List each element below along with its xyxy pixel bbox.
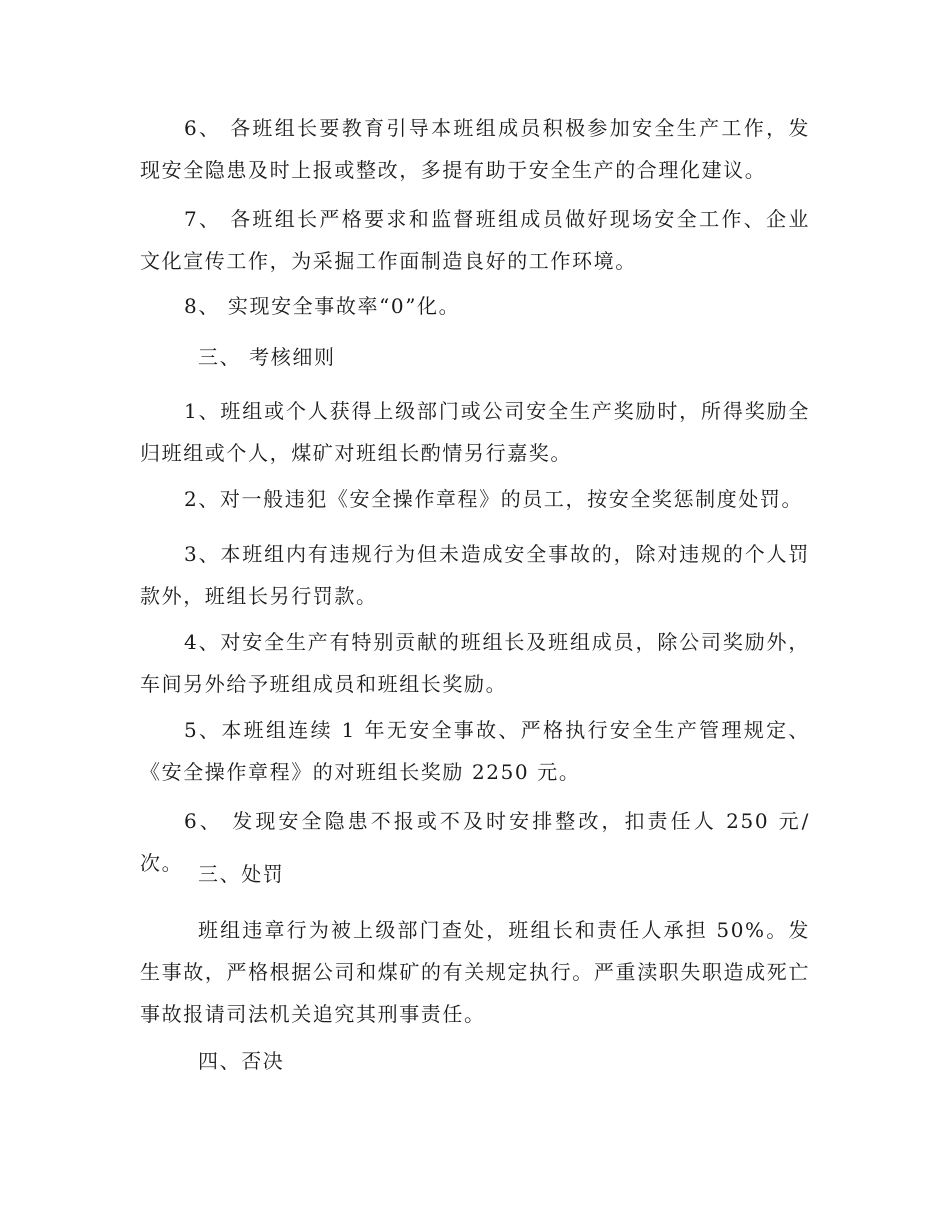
paragraph-item-8: 8、 实现安全事故率“0”化。 [184, 294, 461, 318]
section-heading-assessment: 三、 考核细则 [198, 345, 336, 369]
section-heading-penalty: 三、处罚 [198, 862, 285, 886]
section-heading-veto: 四、否决 [198, 1049, 285, 1073]
paragraph-item-7: 7、 各班组长严格要求和监督班组成员做好现场安全工作、企业文化宣传工作，为采掘工作面制造良好的工作环境。 [140, 207, 810, 273]
assessment-item-3: 3、本班组内有违规行为但未造成安全事故的，除对违规的个人罚款外，班组长另行罚款。 [140, 542, 810, 608]
paragraph-item-6: 6、 各班组长要教育引导本班组成员积极参加安全生产工作，发现安全隐患及时上报或整改，多提有助于安全生产的合理化建议。 [140, 116, 810, 182]
penalty-paragraph: 班组违章行为被上级部门查处，班组长和责任人承担 50%。发生事故，严格根据公司和煤矿的有关规定执行。严重渎职失职造成死亡事故报请司法机关追究其刑事责任。 [140, 918, 810, 1026]
assessment-item-1: 1、班组或个人获得上级部门或公司安全生产奖励时，所得奖励全归班组或个人，煤矿对班组长酌情另行嘉奖。 [140, 399, 810, 465]
assessment-item-5: 5、本班组连续 1 年无安全事故、严格执行安全生产管理规定、《安全操作章程》的对班组长奖励 2250 元。 [140, 718, 810, 784]
assessment-item-2: 2、对一般违犯《安全操作章程》的员工，按安全奖惩制度处罚。 [184, 487, 804, 511]
assessment-item-4: 4、对安全生产有特别贡献的班组长及班组成员，除公司奖励外，车间另外给予班组成员和班组长奖励。 [140, 630, 810, 696]
assessment-item-6: 6、 发现安全隐患不报或不及时安排整改，扣责任人 250 元/次。 [140, 809, 810, 875]
